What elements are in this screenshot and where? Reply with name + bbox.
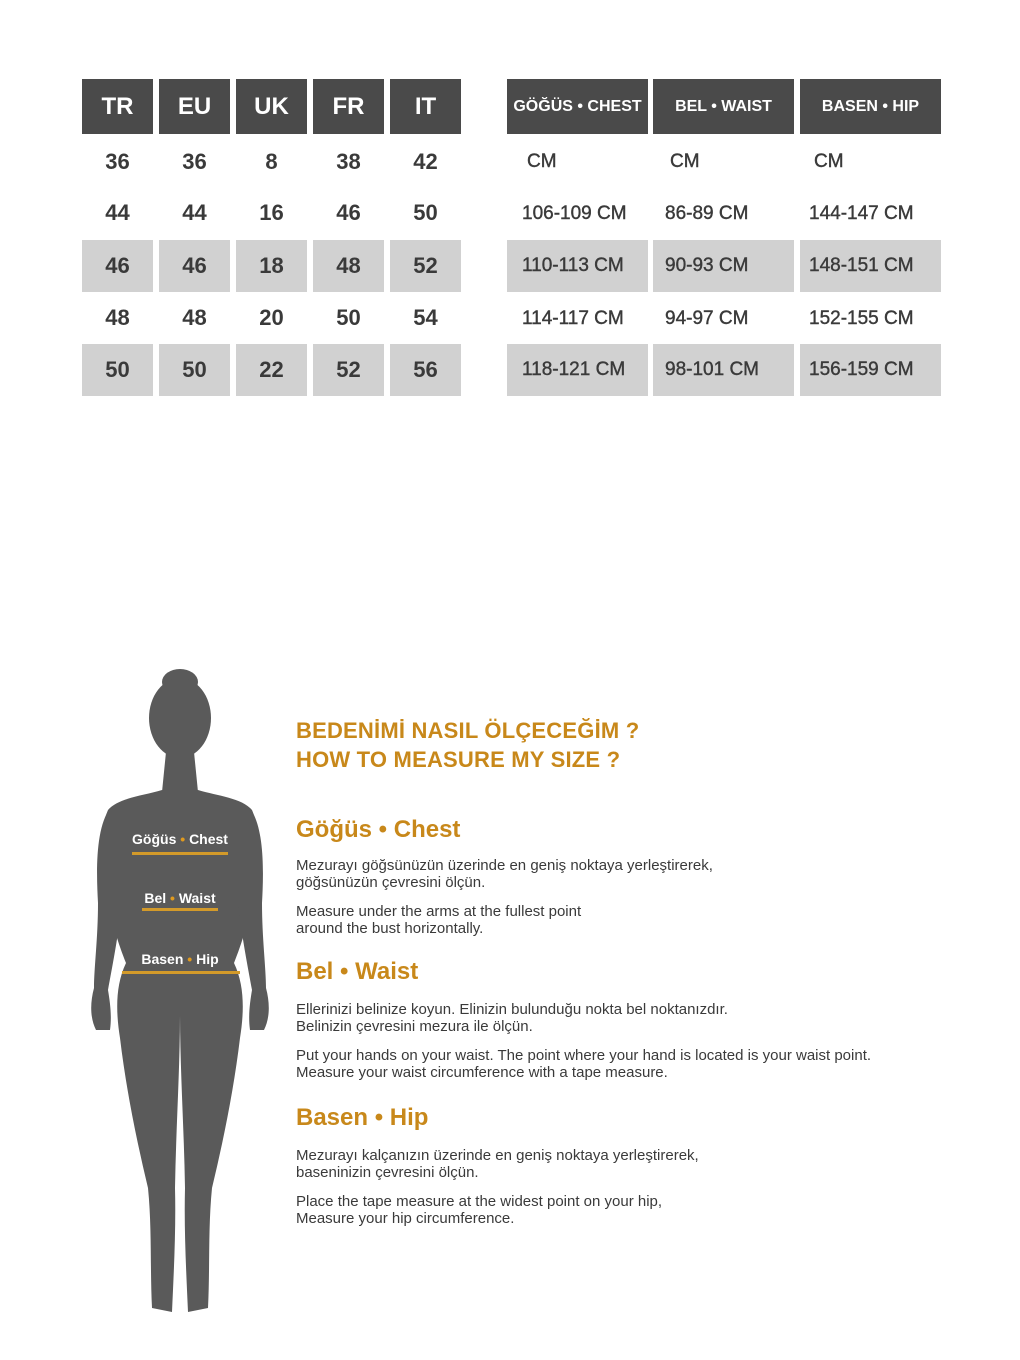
size-cell: 56 bbox=[390, 344, 461, 396]
size-cell: 36 bbox=[182, 149, 207, 174]
measure-cell: 94-97 CM bbox=[665, 308, 749, 329]
measure-cell: 114-117 CM bbox=[522, 308, 624, 329]
size-cell: 22 bbox=[236, 344, 307, 396]
size-cell: 18 bbox=[236, 240, 307, 292]
bullet-dot: • bbox=[170, 890, 175, 906]
size-cell: 48 bbox=[182, 305, 207, 330]
measure-cell: 110-113 CM bbox=[507, 240, 648, 292]
figure-label-hip-tr: Basen bbox=[141, 951, 184, 967]
section-heading-chest: Göğüs • Chest bbox=[296, 816, 461, 843]
measure-header-chest: GÖĞÜS • CHEST bbox=[507, 79, 648, 134]
size-header-it: IT bbox=[390, 79, 461, 134]
chest-line bbox=[132, 852, 228, 855]
size-cell: 50 bbox=[82, 344, 153, 396]
section-text-chest-tr: Mezurayı göğsünüzün üzerinde en geniş noktaya yerleştirerek, göğsünüzün çevresini ölçün. bbox=[296, 857, 713, 891]
size-cell: 38 bbox=[336, 149, 361, 174]
unit-label: CM bbox=[814, 151, 844, 172]
measure-header-hip: BASEN • HIP bbox=[800, 79, 941, 134]
figure-label-chest-en: Chest bbox=[189, 831, 228, 847]
section-text-waist-en: Put your hands on your waist. The point where your hand is located is your waist point. Measure your waist circumference with a tape measure. bbox=[296, 1047, 872, 1081]
size-cell: 36 bbox=[105, 149, 130, 174]
size-cell: 46 bbox=[82, 240, 153, 292]
bullet-dot: • bbox=[180, 831, 186, 847]
figure-label-waist-en: Waist bbox=[178, 890, 216, 906]
unit-label: CM bbox=[670, 151, 700, 172]
hip-line bbox=[122, 971, 240, 974]
figure-label-waist bbox=[138, 890, 222, 906]
section-text-hip-en: Place the tape measure at the widest point on your hip, Measure your hip circumference. bbox=[296, 1193, 663, 1227]
waist-line bbox=[142, 908, 218, 911]
guide-title-en: HOW TO MEASURE MY SIZE ? bbox=[296, 747, 621, 772]
figure-label-hip-en: Hip bbox=[196, 951, 219, 967]
size-header-uk: UK bbox=[236, 79, 307, 134]
guide-title-tr: BEDENİMİ NASIL ÖLÇECEĞİM ? bbox=[296, 718, 640, 743]
size-cell: 50 bbox=[336, 305, 361, 330]
size-cell: 52 bbox=[313, 344, 384, 396]
figure-label-chest bbox=[128, 831, 232, 847]
section-text-waist-tr: Ellerinizi belinize koyun. Elinizin bulunduğu nokta bel noktanızdır. Belinizin çevresini mezura ile ölçün. bbox=[296, 1001, 728, 1035]
size-cell: 48 bbox=[313, 240, 384, 292]
measure-cell: 98-101 CM bbox=[653, 344, 794, 396]
measure-cell: 144-147 CM bbox=[809, 203, 914, 224]
measure-cell: 152-155 CM bbox=[809, 308, 914, 329]
size-cell: 50 bbox=[413, 200, 438, 225]
figure-label-hip bbox=[128, 951, 232, 967]
measure-cell: 148-151 CM bbox=[800, 240, 941, 292]
size-cell: 54 bbox=[413, 305, 438, 330]
bullet-dot: • bbox=[187, 951, 193, 967]
size-header-eu: EU bbox=[159, 79, 230, 134]
size-cell: 52 bbox=[390, 240, 461, 292]
size-cell: 44 bbox=[182, 200, 207, 225]
section-text-chest-en: Measure under the arms at the fullest point around the bust horizontally. bbox=[296, 903, 582, 937]
size-cell: 20 bbox=[259, 305, 284, 330]
section-heading-waist: Bel • Waist bbox=[296, 958, 419, 985]
size-cell: 8 bbox=[265, 149, 278, 174]
size-cell: 42 bbox=[413, 149, 438, 174]
body-silhouette bbox=[80, 668, 280, 1328]
figure-label-waist-tr: Bel bbox=[144, 890, 167, 906]
size-header-tr: TR bbox=[82, 79, 153, 134]
size-header-fr: FR bbox=[313, 79, 384, 134]
size-cell: 50 bbox=[159, 344, 230, 396]
size-cell: 48 bbox=[105, 305, 130, 330]
figure-label-chest-tr: Göğüs bbox=[132, 831, 177, 847]
measure-cell: 86-89 CM bbox=[665, 203, 749, 224]
size-cell: 44 bbox=[105, 200, 130, 225]
measure-cell: 90-93 CM bbox=[653, 240, 794, 292]
section-heading-hip: Basen • Hip bbox=[296, 1104, 429, 1131]
size-cell: 46 bbox=[159, 240, 230, 292]
measure-cell: 118-121 CM bbox=[507, 344, 648, 396]
size-cell: 46 bbox=[336, 200, 361, 225]
measure-cell: 156-159 CM bbox=[800, 344, 941, 396]
section-text-hip-tr: Mezurayı kalçanızın üzerinde en geniş noktaya yerleştirerek, baseninizin çevresini ölçün. bbox=[296, 1147, 699, 1181]
measure-cell: 106-109 CM bbox=[522, 203, 627, 224]
size-cell: 16 bbox=[259, 200, 284, 225]
unit-label: CM bbox=[527, 151, 557, 172]
measure-header-waist: BEL • WAIST bbox=[653, 79, 794, 134]
woman-silhouette-icon bbox=[80, 668, 280, 1328]
